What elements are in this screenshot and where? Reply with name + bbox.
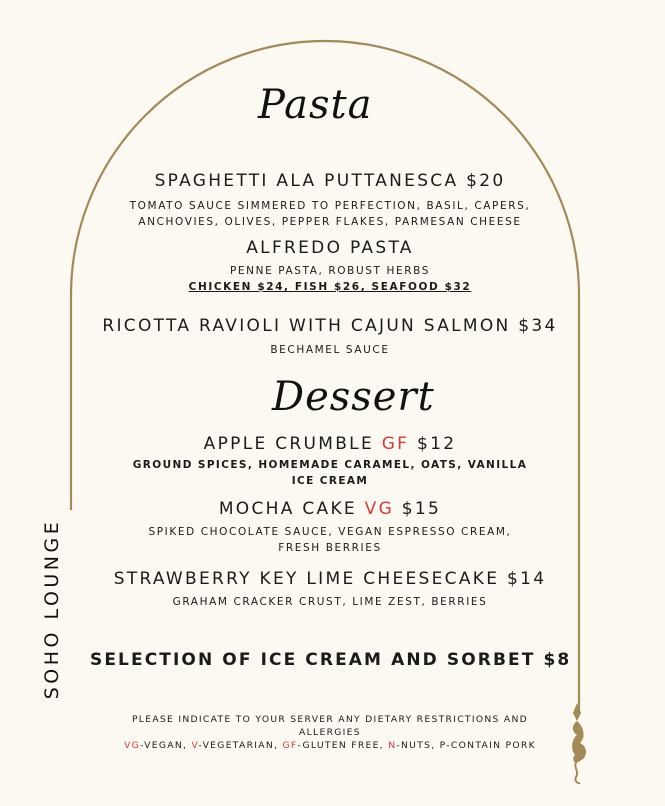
notice-line: ALLERGIES (299, 727, 361, 738)
ornament-icon (562, 703, 592, 785)
item-desc: SPIKED CHOCOLATE SAUCE, VEGAN ESPRESSO CREAM, (148, 526, 512, 538)
venue-name: SOHO LOUNGE (41, 518, 63, 700)
item-desc: ANCHOVIES, OLIVES, PEPPER FLAKES, PARMESAN CHEESE (138, 216, 522, 228)
notice-line: PLEASE INDICATE TO YOUR SERVER ANY DIETARY RESTRICTIONS AND (131, 714, 529, 725)
pasta-item-1 (90, 171, 570, 230)
item-title (90, 499, 570, 519)
pasta-item-2 (90, 238, 570, 295)
legend-code: V (191, 740, 199, 751)
item-desc: FRESH BERRIES (278, 542, 382, 554)
item-price: $12 (409, 434, 457, 454)
item-title: SPAGHETTI ALA PUTTANESCA $20 (154, 171, 506, 191)
item-options: CHICKEN $24, FISH $26, SEAFOOD $32 (188, 281, 472, 293)
legend-code: VG (124, 740, 141, 751)
pasta-item-3 (90, 316, 570, 358)
item-desc: TOMATO SAUCE SIMMERED TO PERFECTION, BASIL, CAPERS, (129, 200, 531, 212)
dessert-item-2 (90, 499, 570, 556)
dessert-item-3 (90, 569, 570, 610)
legend-label: -VEGETARIAN, (198, 740, 283, 751)
legend-code: N (388, 740, 397, 751)
dessert-item-4 (90, 650, 570, 670)
legend-code: GF (282, 740, 298, 751)
legend-label: -GLUTEN FREE, (297, 740, 389, 751)
item-title: RICOTTA RAVIOLI WITH CAJUN SALMON $34 (102, 316, 558, 336)
item-desc: GRAHAM CRACKER CRUST, LIME ZEST, BERRIES (172, 596, 488, 608)
item-desc: GROUND SPICES, HOMEMADE CARAMEL, OATS, VANILLA (132, 459, 528, 471)
legend-label: -VEGAN, (140, 740, 192, 751)
vg-tag: VG (364, 499, 395, 519)
item-name: MOCHA CAKE (218, 499, 365, 519)
gf-tag: GF (381, 434, 410, 454)
item-title: ALFREDO PASTA (246, 238, 414, 258)
item-desc: BECHAMEL SAUCE (270, 344, 390, 356)
dietary-notice (100, 713, 560, 752)
legend-label: -NUTS, P-CONTAIN PORK (396, 740, 536, 751)
dessert-item-1 (90, 434, 570, 489)
item-desc: PENNE PASTA, ROBUST HERBS (230, 265, 430, 277)
item-name: APPLE CRUMBLE (203, 434, 382, 454)
pasta-heading: Pasta (258, 82, 373, 128)
item-title (90, 434, 570, 454)
item-title: SELECTION OF ICE CREAM AND SORBET $8 (90, 650, 572, 670)
legend-line (100, 739, 560, 752)
item-desc: ICE CREAM (291, 475, 369, 487)
dessert-heading: Dessert (272, 374, 435, 420)
item-price: $15 (394, 499, 442, 519)
item-title: STRAWBERRY KEY LIME CHEESECAKE $14 (113, 569, 547, 589)
